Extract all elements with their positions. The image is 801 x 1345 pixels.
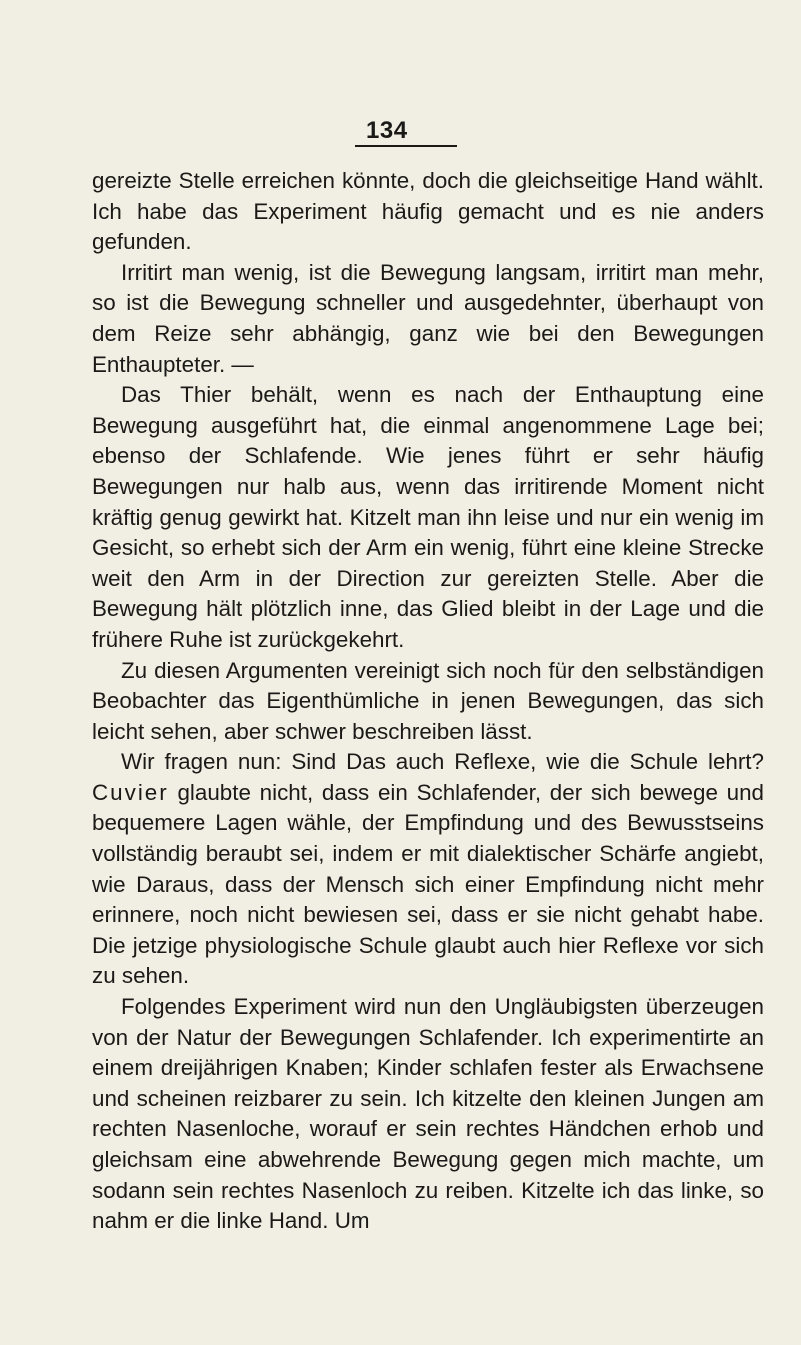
body-text — [92, 166, 764, 1237]
author-name-cuvier: Cuvier — [92, 779, 169, 805]
header-rule — [355, 145, 457, 147]
paragraph-text: Folgendes Experiment wird nun den Ungläubigsten überzeugen von der Natur der Bewegungen Schlafender. Ich experimentirte an einem dreijährigen Knaben; Kinder schlafen fester als Erwachsene und scheinen reizbarer zu sein. Ich kitzelte den kleinen Jungen am rechten Nasenloche, worauf er sein rechtes Händchen erhob und gleichsam eine abwehrende Bewegung gegen mich machte, um sodann sein rechtes Nasenloch zu reiben. Kitzelte ich das linke, so nahm er die linke Hand. Um — [92, 994, 764, 1234]
paragraph-text: gereizte Stelle erreichen könnte, doch die gleichseitige Hand wählt. Ich habe das Experiment häufig gemacht und es nie anders gefunden. — [92, 168, 764, 255]
paragraph-3 — [92, 380, 764, 655]
paragraph-1 — [92, 166, 764, 258]
paragraph-6 — [92, 992, 764, 1237]
paragraph-text: Zu diesen Argumenten vereinigt sich noch für den selbständigen Beobachter das Eigenthümliche in jenen Bewegungen, das sich leicht sehen, aber schwer beschreiben lässt. — [92, 657, 764, 744]
paragraph-4 — [92, 656, 764, 748]
paragraph-text: Wir fragen nun: Sind Das auch Reflexe, wie die Schule lehrt? — [121, 749, 764, 775]
paragraph-5 — [92, 747, 764, 992]
page-number: 134 — [366, 117, 408, 144]
paragraph-2 — [92, 258, 764, 380]
paragraph-text: Das Thier behält, wenn es nach der Enthauptung eine Bewegung ausgeführt hat, die einmal angenommene Lage bei; ebenso der Schlafende. Wie jenes führt er sehr häufig Bewegungen nur halb aus, wenn das irritirende Moment nicht kräftig genug gewirkt hat. Kitzelt man ihn leise und nur ein wenig im Gesicht, so erhebt sich der Arm ein wenig, führt eine kleine Strecke weit den Arm in der Direction zur gereizten Stelle. Aber die Bewegung hält plötzlich inne, das Glied bleibt in der Lage und die frühere Ruhe ist zurückgekehrt. — [92, 382, 764, 652]
paragraph-text: glaubte nicht, dass ein Schlafender, der sich bewege und bequemere Lagen wähle, der Empfindung und des Bewusstseins vollständig beraubt sei, indem er mit dialektischer Schärfe angiebt, wie Daraus, dass der Mensch sich einer Empfindung nicht mehr erinnere, noch nicht bewiesen sei, dass er sie nicht gehabt habe. Die jetzige physiologische Schule glaubt auch hier Reflexe vor sich zu sehen. — [92, 779, 764, 989]
paragraph-text: Irritirt man wenig, ist die Bewegung langsam, irritirt man mehr, so ist die Bewegung schneller und ausgedehnter, überhaupt von dem Reize sehr abhängig, ganz wie bei den Bewegungen Enthaupteter. — — [92, 259, 764, 377]
